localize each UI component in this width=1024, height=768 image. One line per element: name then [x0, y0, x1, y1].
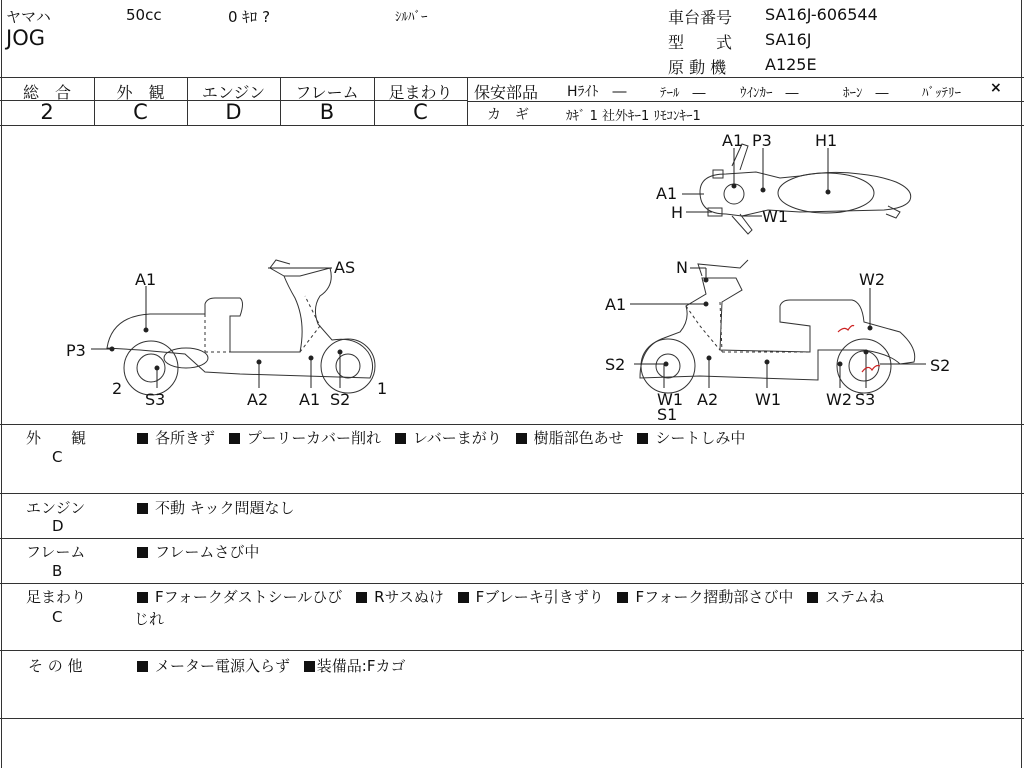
engine-model-value: A125E: [765, 55, 817, 74]
bullet-icon: [229, 433, 240, 444]
grade-col-divider-5: [467, 77, 468, 125]
safety-battery: ﾊﾞｯﾃﾘｰ: [922, 86, 961, 101]
right-label-w1-front: W1: [657, 390, 683, 409]
left-label-s2: S2: [330, 390, 351, 409]
note-exterior-label: 外 観: [26, 429, 87, 447]
bullet-icon: [516, 433, 527, 444]
model-type-label: 型 式: [668, 33, 733, 52]
right-label-w1: W1: [755, 390, 781, 409]
bullet-icon: [617, 592, 628, 603]
note-rule-2: [0, 538, 1024, 539]
maker-name: ヤマハ: [6, 8, 51, 26]
frame-number-label: 車台番号: [668, 8, 733, 27]
suspension-grade-label: 足まわり: [388, 83, 453, 102]
bullet-icon: [137, 592, 148, 603]
note-item: 各所きず: [155, 429, 216, 447]
note-frame-grade: B: [52, 562, 63, 580]
scooter-top-outline: [700, 144, 911, 234]
frame-number-value: SA16J-606544: [765, 5, 878, 24]
model-type-value: SA16J: [765, 30, 812, 49]
note-item: Rサスぬけ: [374, 588, 444, 606]
body-color: ｼﾙﾊﾞｰ: [395, 10, 428, 25]
top-label-h: H: [671, 203, 684, 222]
note-rule-3: [0, 583, 1024, 584]
note-other-label: そ の 他: [28, 657, 83, 675]
battery-missing-mark: ×: [990, 80, 1002, 96]
mileage: 0 ｷﾛ ?: [228, 8, 271, 26]
left-label-s3: S3: [145, 390, 166, 409]
right-label-n: N: [676, 258, 688, 277]
note-item: フレームさび中: [155, 543, 260, 561]
note-suspension-label: 足まわり: [26, 588, 87, 606]
note-engine-label: エンジン: [26, 499, 86, 517]
note-item: 不動 キック問題なし: [155, 499, 295, 517]
key-detail: ｶｷﾞ 1 社外ｷｰ1 ﾘﾓｺﾝｷｰ1: [566, 109, 701, 124]
engine-model-label: 原 動 機: [668, 58, 727, 77]
exterior-grade-value: C: [133, 100, 148, 124]
note-frame-label: フレーム: [26, 543, 86, 561]
note-item: Fブレーキ引きずり: [475, 588, 604, 606]
bullet-icon: [137, 433, 148, 444]
bullet-icon: [137, 503, 148, 514]
right-label-s2-left: S2: [605, 355, 626, 374]
note-suspension-items: [137, 586, 884, 607]
note-suspension-wrap: じれ: [134, 610, 165, 628]
frame-grade-value: B: [319, 100, 335, 124]
left-label-a1: A1: [135, 270, 157, 289]
overall-grade-label: 総 合: [22, 83, 71, 102]
model-name: JOG: [6, 26, 45, 50]
right-label-s3: S3: [855, 390, 876, 409]
note-rule-5: [0, 718, 1024, 719]
note-item: 樹脂部色あせ: [533, 429, 624, 447]
note-rule-4: [0, 650, 1024, 651]
left-label-a2: A2: [247, 390, 269, 409]
left-label-p3: P3: [66, 341, 86, 360]
engine-grade-label: エンジン: [201, 83, 266, 102]
note-exterior-items: [137, 427, 745, 448]
note-item: Fフォークダストシールひび: [155, 588, 343, 606]
left-label-as: AS: [334, 258, 356, 277]
top-label-a1-left: A1: [656, 184, 678, 203]
bullet-icon: [304, 661, 315, 672]
header-bottom-rule: [0, 77, 1024, 78]
left-label-2: 2: [112, 379, 123, 398]
suspension-grade-value: C: [413, 100, 428, 124]
note-rule-1: [0, 493, 1024, 494]
safety-tail: ﾃｰﾙ ―: [660, 86, 706, 101]
note-item: メーター電源入らず: [155, 657, 291, 675]
note-other-items: [137, 655, 405, 676]
right-label-w2-lower: W2: [826, 390, 852, 409]
right-label-w2: W2: [859, 270, 885, 289]
left-label-1: 1: [377, 379, 388, 398]
displacement: 50cc: [126, 6, 162, 24]
note-suspension-grade: C: [52, 608, 63, 626]
bullet-icon: [458, 592, 469, 603]
frame-grade-label: フレーム: [295, 83, 359, 102]
engine-grade-value: D: [225, 100, 242, 124]
right-label-s1: S1: [657, 405, 678, 424]
key-label: カ ギ: [487, 107, 529, 123]
note-item: Fフォーク摺動部さび中: [635, 588, 794, 606]
note-frame-items: [137, 541, 259, 562]
bullet-icon: [395, 433, 406, 444]
note-item: レバーまがり: [412, 429, 502, 447]
left-label-a1-lower: A1: [299, 390, 321, 409]
bullet-icon: [637, 433, 648, 444]
bullet-icon: [137, 547, 148, 558]
top-label-h1: H1: [815, 131, 838, 150]
safety-row-rule: [468, 101, 1024, 102]
right-label-a2: A2: [697, 390, 719, 409]
bullet-icon: [137, 661, 148, 672]
top-label-w1: W1: [762, 207, 788, 226]
note-item: 装備品:Fカゴ: [316, 657, 406, 675]
safety-horn: ﾎｰﾝ ―: [843, 86, 889, 101]
safety-headlight: Hﾗｲﾄ ―: [567, 84, 627, 100]
note-item: ステムね: [825, 588, 885, 606]
safety-winker: ｳｲﾝｶｰ ―: [740, 86, 799, 101]
top-label-a1: A1: [722, 131, 744, 150]
top-label-p3: P3: [752, 131, 772, 150]
bullet-icon: [807, 592, 818, 603]
note-engine-items: [137, 497, 294, 518]
exterior-grade-label: 外 観: [116, 83, 165, 102]
overall-grade-value: 2: [40, 100, 54, 124]
note-exterior-grade: C: [52, 448, 63, 466]
bullet-icon: [356, 592, 367, 603]
safety-parts-label: 保安部品: [474, 83, 539, 102]
note-engine-grade: D: [52, 517, 64, 535]
note-item: プーリーカバー削れ: [246, 429, 382, 447]
note-item: シートしみ中: [655, 429, 746, 447]
diagram-bottom-rule: [0, 424, 1024, 425]
right-label-a1: A1: [605, 295, 627, 314]
right-label-s2-right: S2: [930, 356, 951, 375]
